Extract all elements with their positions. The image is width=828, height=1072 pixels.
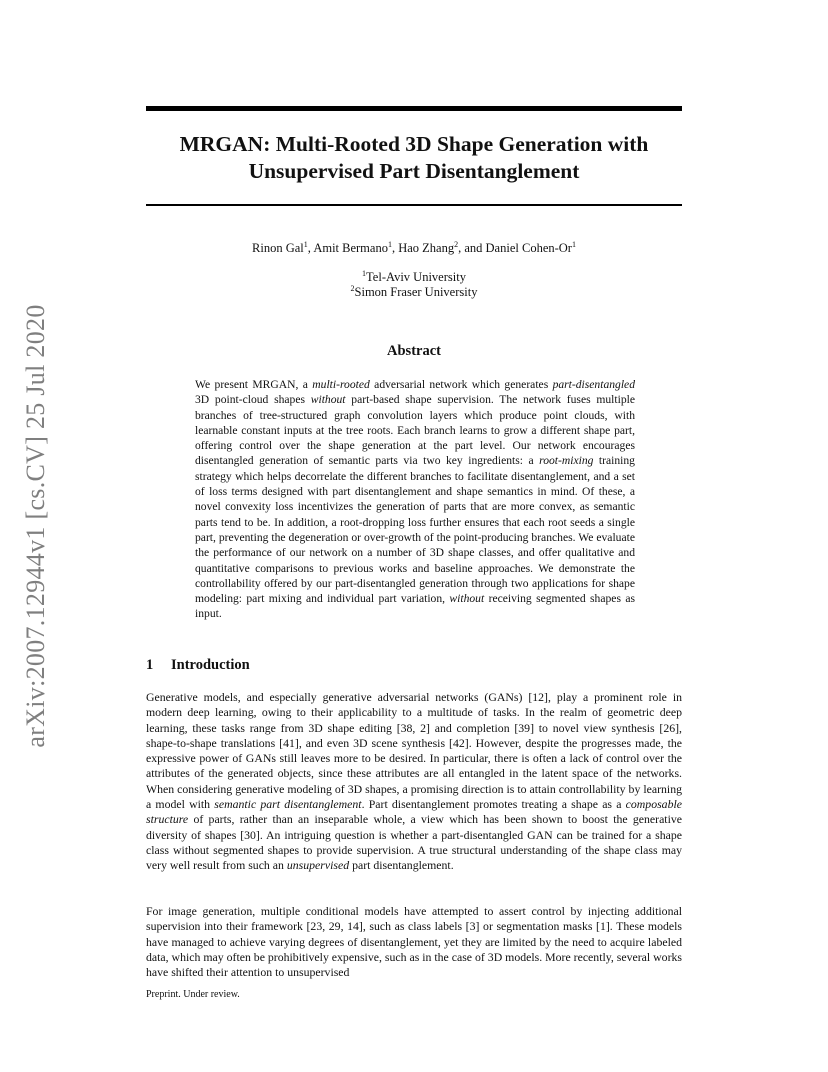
paper-title [146,131,682,185]
title-bottom-rule [146,204,682,206]
author: Amit Bermano$^1$ [313,239,392,255]
section-title: Introduction [171,657,250,673]
affiliations [146,270,682,300]
affiliation: $^1$Tel-Aviv University [362,268,466,284]
author: Daniel Cohen-Or$^1$ [485,239,576,255]
author: Rinon Gal$^1$ [252,239,308,255]
affiliation: $^2$Simon Fraser University [350,283,478,299]
intro-paragraph-2: For image generation, multiple conditional models have attempted to assert control by injecting additional supervision into their framework [23, 29, 14], such as class labels [3] or segmentation masks [1]. These models have managed to achieve varying degrees of disentanglement, yet they are limited by the need to acquire labeled data, which may often be prohibitively expensive, such as in the case of 3D models. More recently, several works have shifted their attention to unsupervised [146,904,682,980]
title-top-rule [146,106,682,111]
title-line-1: MRGAN: Multi-Rooted 3D Shape Generation with [179,132,649,156]
footer-note: Preprint. Under review. [146,989,240,1000]
title-line-2: Unsupervised Part Disentanglement [248,159,580,183]
section-heading-introduction [146,657,682,674]
author-list: Rinon Gal$^1$, Amit Bermano$^1$, Hao Zhang$^2$, and Daniel Cohen-Or$^1$ [252,239,576,255]
abstract-text: We present MRGAN, a multi-rooted adversarial network which generates part-disentangled 3D point-cloud shapes without part-based shape supervision. The network fuses multiple branches of tree-structured graph convolution layers which produce point clouds, with learnable constant inputs at the tree roots. Each branch learns to grow a different shape part, offering control over the shape generation at the part level. Our network encourages disentangled generation of semantic parts via two key ingredients: a root-mixing training strategy which helps decorrelate the different branches to facilitate disentanglement, and a set of loss terms designed with part disentanglement and shape semantics in mind. Of these, a novel convexity loss incentivizes the generation of parts that are more convex, as semantic parts tend to be. In addition, a root-dropping loss further ensures that each root seeds a single part, preventing the degeneration or over-growth of the point-producing branches. We evaluate the performance of our network on a number of 3D shape classes, and offer qualitative and quantitative comparisons to previous works and baseline approaches. We demonstrate the controllability offered by our part-disentangled generation through two applications for shape modeling: part mixing and individual part variation, without receiving segmented shapes as input. [195,378,635,621]
author: Hao Zhang$^2$ [398,239,459,255]
arxiv-side-stamp: arXiv:2007.12944v1 [cs.CV] 25 Jul 2020 [21,304,50,748]
abstract-heading: Abstract [387,343,441,359]
intro-paragraph-1: Generative models, and especially generative adversarial networks (GANs) [12], play a prominent role in modern deep learning, owing to their applicability to a multitude of tasks. In the realm of geometric deep learning, these tasks range from 3D shape editing [38, 2] and completion [39] to novel view synthesis [26], shape-to-shape translations [41], and even 3D scene synthesis [42]. However, despite the progresses made, the expressive power of GANs still leaves more to be desired. In particular, there is often a lack of control over the attributes of the generated objects, since these attributes are all entangled in the latent space of the networks. When considering generative modeling of 3D shapes, a promising direction is to attain controllability by learning a model with semantic part disentanglement. Part disentanglement promotes treating a shape as a composable structure of parts, rather than an inseparable whole, a view which has been shown to boost the generative diversity of shapes [30]. An intriguing question is whether a part-disentangled GAN can be trained for a shape class without segmented shapes to provide supervision. A true structural understanding of the shape class may very well result from such an unsupervised part disentanglement. [146,690,682,873]
section-number: 1 [146,657,154,673]
